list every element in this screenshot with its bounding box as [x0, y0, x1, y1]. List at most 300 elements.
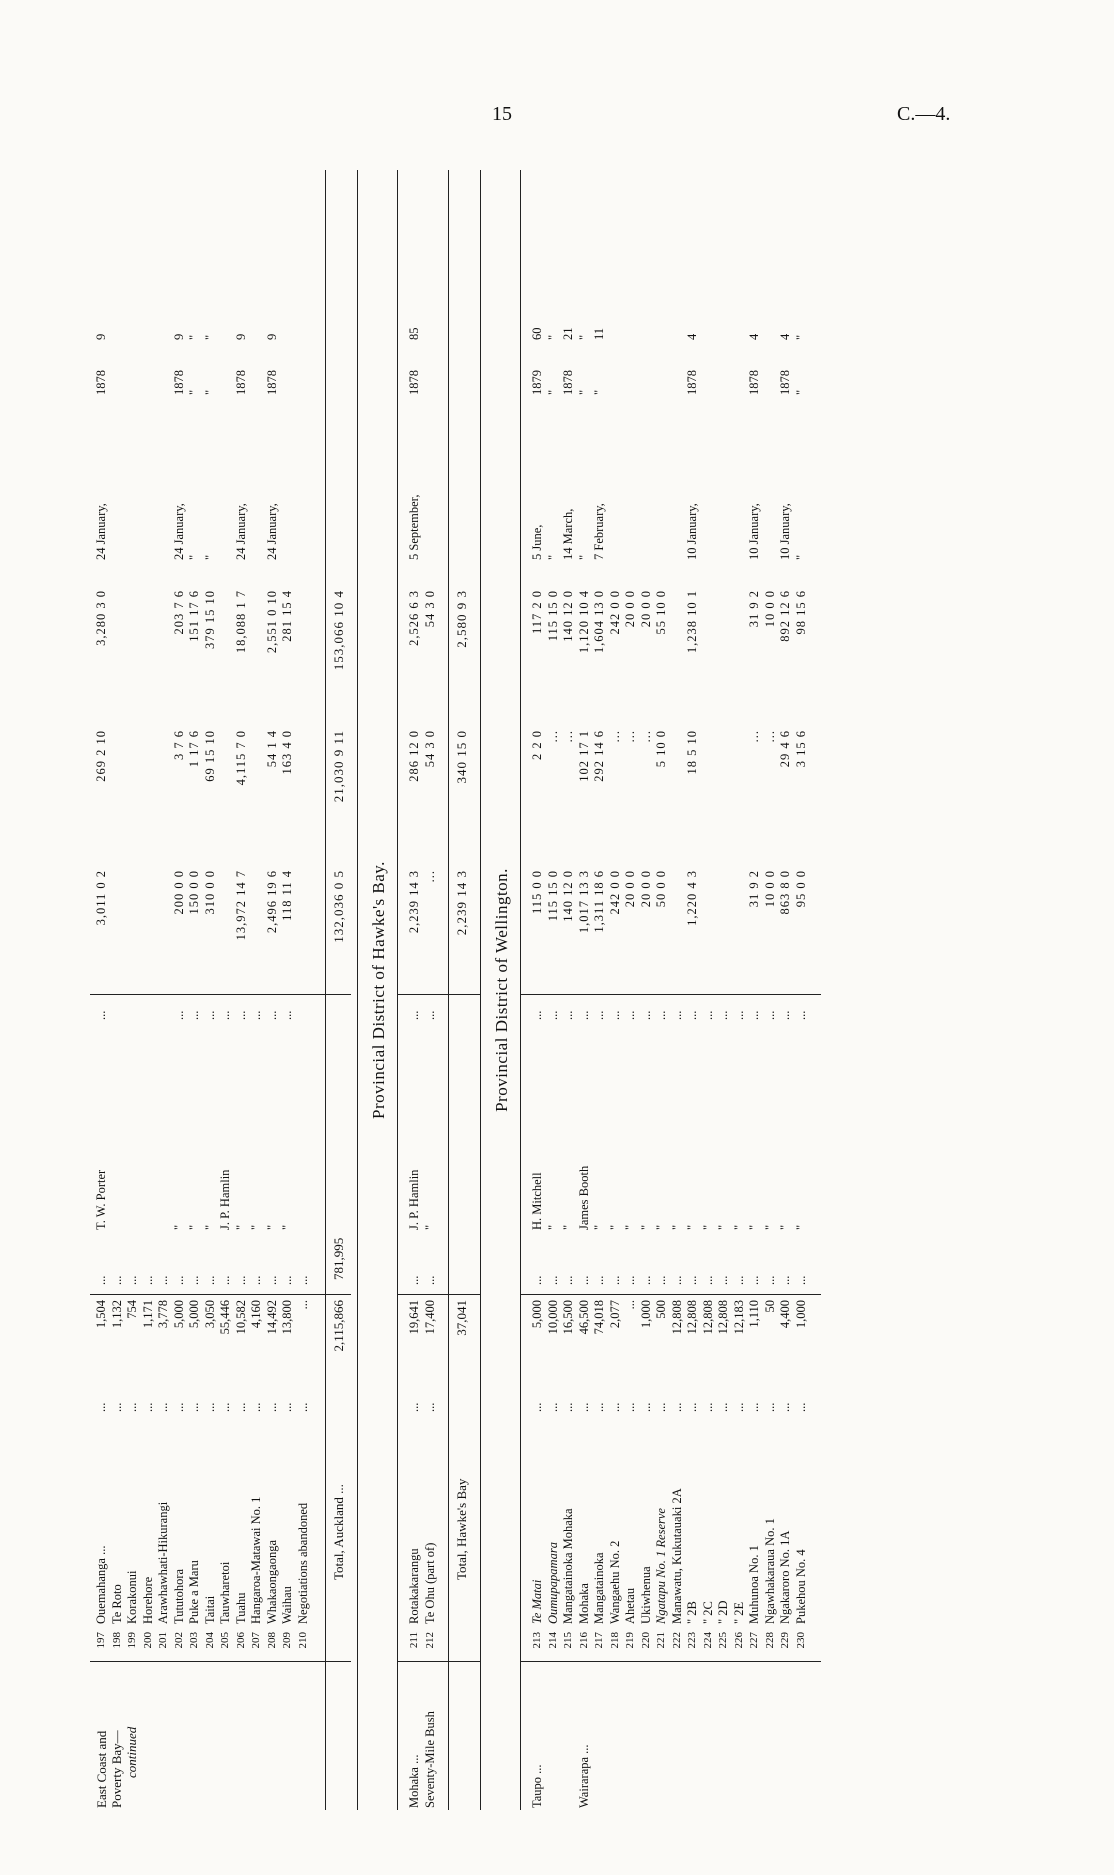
cell-area: 12,808: [700, 1300, 715, 1335]
cell-no: 211: [408, 1632, 420, 1649]
column-rule: [397, 1294, 480, 1295]
cell-m2: 54 1 4: [264, 730, 279, 768]
leader-dots: ...: [218, 1275, 232, 1285]
district-name: Wairarapa ...: [576, 1744, 591, 1808]
cell-block: Te Ohu (part of): [422, 1542, 437, 1624]
cell-m1: 13,972 14 7: [233, 870, 248, 941]
leader-dots: ...: [407, 1275, 421, 1285]
cell-area: 55,446: [218, 1300, 232, 1335]
cell-m3: 54 3 0: [422, 590, 437, 628]
cell-no: 207: [250, 1632, 262, 1649]
leader-dots: ...: [202, 1402, 217, 1412]
leader-dots: ...: [545, 1010, 560, 1020]
leader-dots: ...: [187, 1010, 201, 1020]
cell-m2: 163 4 0: [280, 730, 294, 775]
district-line: East Coast and: [94, 1730, 109, 1808]
cell-m1: 140 12 0: [561, 870, 575, 922]
cell-m1: 118 11 4: [280, 870, 294, 921]
cell-area: 4,160: [249, 1300, 263, 1329]
leader-dots: ...: [264, 1010, 279, 1020]
cell-block: Negotiations abandoned: [295, 1502, 310, 1624]
cell-m1: 3,011 0 2: [94, 870, 108, 926]
cell-no: 219: [624, 1632, 636, 1649]
leader-dots: ...: [747, 1402, 761, 1412]
leader-dots: ...: [592, 1275, 606, 1285]
cell-date: 24 January,: [264, 503, 279, 560]
total-m2: 21,030 9 11: [331, 730, 346, 803]
cell-date: ": [187, 554, 201, 560]
cell-block: Mangatainoka Mohaka: [561, 1508, 575, 1624]
cell-block: Puke a Maru: [187, 1560, 201, 1624]
leader-dots: ...: [249, 1010, 263, 1020]
cell-no: 215: [562, 1632, 574, 1649]
cell-area: 3,050: [202, 1300, 217, 1329]
leader-dots: ...: [576, 1010, 591, 1020]
cell-area: 1,000: [638, 1300, 653, 1329]
district-name: Seventy-Mile Bush: [422, 1711, 437, 1808]
total-area: 2,115,866: [331, 1300, 346, 1352]
cell-year: ": [793, 389, 808, 395]
table-row: [747, 170, 762, 1810]
cell-person: ": [187, 1224, 201, 1230]
cell-area: 3,778: [156, 1300, 170, 1329]
cell-m3: 242 0 0: [607, 590, 622, 635]
cell-area: ...: [623, 1300, 637, 1310]
leader-dots: ...: [171, 1402, 186, 1412]
cell-m1: 310 0 0: [202, 870, 217, 915]
table-row: [172, 170, 187, 1810]
cell-person: T. W. Porter: [94, 1169, 108, 1230]
leader-dots: ...: [202, 1010, 217, 1020]
cell-no2: 9: [264, 333, 279, 340]
cell-year: 1878: [94, 370, 108, 395]
cell-m1: 1,220 4 3: [685, 870, 699, 926]
cell-m1: 20 0 0: [623, 870, 637, 908]
cell-area: 12,808: [716, 1300, 730, 1335]
cell-no: 212: [423, 1632, 436, 1649]
leader-dots: ...: [685, 1010, 699, 1020]
leader-dots: ...: [731, 1402, 746, 1412]
cell-date: 14 March,: [561, 508, 575, 560]
cell-no: 213: [531, 1632, 543, 1649]
cell-date: 5 September,: [407, 494, 421, 560]
cell-m3: 115 15 0: [545, 590, 560, 642]
leader-dots: ...: [125, 1275, 139, 1285]
cell-no2: 21: [561, 327, 575, 340]
total-area: 37,041: [454, 1300, 469, 1336]
column-rule: [90, 1294, 351, 1295]
cell-person: ": [545, 1224, 560, 1230]
cell-block: Te Roto: [109, 1584, 124, 1624]
cell-person: ": [592, 1224, 606, 1230]
cell-m3: 379 15 10: [202, 590, 217, 649]
cell-m3: 1,604 13 0: [592, 590, 606, 654]
cell-block: Ngawhakaraua No. 1: [762, 1518, 777, 1624]
leader-dots: ...: [623, 1402, 637, 1412]
leader-dots: ...: [422, 1275, 437, 1285]
leader-dots: ...: [94, 1275, 108, 1285]
cell-block: " 2E: [731, 1601, 746, 1624]
cell-person: ": [669, 1224, 684, 1230]
cell-no: 201: [157, 1632, 169, 1649]
cell-area: 500: [654, 1300, 668, 1319]
cell-m2: ...: [638, 730, 653, 743]
cell-block: Muhunoa No. 1: [747, 1545, 761, 1624]
leader-dots: ...: [716, 1275, 730, 1285]
leader-dots: ...: [747, 1275, 761, 1285]
table-row: [623, 170, 638, 1810]
cell-no: 217: [593, 1632, 605, 1649]
cell-person: ": [778, 1224, 792, 1230]
cell-date: 24 January,: [233, 503, 248, 560]
cell-year: 1878: [685, 370, 699, 395]
table-row: [280, 170, 295, 1810]
cell-date: 24 January,: [171, 503, 186, 560]
cell-date: 10 January,: [685, 503, 699, 560]
section-rule: [357, 170, 358, 1810]
cell-year: 1878: [171, 370, 186, 395]
table-row: [110, 170, 125, 1810]
cell-m1: 200 0 0: [171, 870, 186, 915]
table-row: [685, 170, 700, 1810]
leader-dots: ...: [140, 1402, 155, 1412]
table-row: [546, 170, 561, 1810]
cell-no2: 4: [778, 333, 792, 340]
cell-no2: 9: [171, 333, 186, 340]
total-m3: 2,580 9 3: [454, 590, 469, 648]
table-row: [218, 170, 233, 1810]
cell-m3: 1,238 10 1: [685, 590, 699, 654]
cell-area: 1,504: [94, 1300, 108, 1329]
cell-person: ": [700, 1224, 715, 1230]
leader-dots: ...: [685, 1402, 699, 1412]
cell-block: Ahetau: [623, 1587, 637, 1624]
cell-area: ...: [295, 1300, 310, 1310]
total-m1: 2,239 14 3: [454, 870, 469, 936]
cell-person: ": [233, 1224, 248, 1230]
cell-block: Waihau: [280, 1586, 294, 1624]
cell-date: 5 June,: [530, 524, 544, 560]
cell-person: ": [607, 1224, 622, 1230]
leader-dots: ...: [778, 1402, 792, 1412]
leader-dots: ...: [218, 1010, 232, 1020]
leader-dots: ...: [140, 1275, 155, 1285]
leader-dots: ...: [607, 1275, 622, 1285]
cell-m1: 2,239 14 3: [407, 870, 421, 934]
cell-no2: 4: [685, 333, 699, 340]
table-row: [732, 170, 747, 1810]
leader-dots: ...: [638, 1275, 653, 1285]
leader-dots: ...: [623, 1275, 637, 1285]
district-line: continued: [124, 1726, 139, 1778]
cell-area: 10,582: [233, 1300, 248, 1335]
cell-no: 220: [639, 1632, 652, 1649]
leader-dots: ...: [295, 1402, 310, 1412]
cell-year: ": [545, 389, 560, 395]
cell-no: 229: [779, 1632, 791, 1649]
cell-m2: 5 10 0: [654, 730, 668, 768]
cell-year: 1879: [530, 370, 544, 395]
table-row: [577, 170, 592, 1810]
cell-no: 225: [717, 1632, 729, 1649]
cell-m3: 203 7 6: [171, 590, 186, 635]
cell-area: 17,400: [422, 1300, 437, 1335]
leader-dots: ...: [218, 1402, 232, 1412]
leader-dots: ...: [762, 1010, 777, 1020]
cell-m3: 2,526 6 3: [407, 590, 421, 646]
cell-date: ": [202, 554, 217, 560]
leader-dots: ...: [422, 1402, 437, 1412]
leader-dots: ...: [793, 1010, 808, 1020]
cell-person: J. P. Hamlin: [407, 1169, 421, 1230]
cell-m1: 20 0 0: [638, 870, 653, 908]
cell-m1: 150 0 0: [187, 870, 201, 915]
cell-no: 199: [126, 1632, 138, 1649]
cell-block: Tututohora: [171, 1568, 186, 1624]
cell-person: ": [249, 1224, 263, 1230]
cell-m2: 286 12 0: [407, 730, 421, 782]
cell-m2: 18 5 10: [685, 730, 699, 775]
cell-m3: 281 15 4: [280, 590, 294, 642]
column-rule: [520, 994, 821, 995]
cell-block: Tauwharetoi: [218, 1561, 232, 1624]
cell-no2: 9: [233, 333, 248, 340]
cell-m3: 3,280 3 0: [94, 590, 108, 646]
leader-dots: ...: [94, 1402, 108, 1412]
cell-year: 1878: [407, 370, 421, 395]
cell-person: ": [171, 1224, 186, 1230]
cell-block: Mangatainoka: [592, 1552, 606, 1624]
cell-m2: 3 15 6: [793, 730, 808, 768]
district-line: Poverty Bay—: [109, 1730, 124, 1808]
leader-dots: ...: [669, 1010, 684, 1020]
cell-no: 223: [686, 1632, 698, 1649]
cell-no: 228: [763, 1632, 776, 1649]
cell-block: Ngakaroro No. 1A: [778, 1530, 792, 1624]
cell-person: H. Mitchell: [530, 1172, 544, 1230]
cell-no: 218: [608, 1632, 621, 1649]
cell-no2: 11: [592, 327, 606, 340]
cell-no2: ": [793, 334, 808, 340]
cell-year: 1878: [233, 370, 248, 395]
leader-dots: ...: [280, 1402, 294, 1412]
cell-no2: ": [187, 334, 201, 340]
table-row: [423, 170, 438, 1810]
cell-area: 74,018: [592, 1300, 606, 1335]
cell-date: 10 January,: [778, 503, 792, 560]
leader-dots: ...: [592, 1010, 606, 1020]
leader-dots: ...: [654, 1010, 668, 1020]
cell-m2: ...: [545, 730, 560, 743]
cell-block: " 2B: [685, 1601, 699, 1624]
cell-m2: 29 4 6: [778, 730, 792, 768]
cell-person: ": [422, 1224, 437, 1230]
leader-dots: ...: [280, 1275, 294, 1285]
cell-m2: 3 7 6: [171, 730, 186, 760]
cell-block: Ouemahanga ...: [94, 1545, 108, 1624]
cell-person: ": [747, 1224, 761, 1230]
cell-m2: 2 2 0: [530, 730, 544, 760]
leader-dots: ...: [700, 1275, 715, 1285]
leader-dots: ...: [94, 1010, 108, 1020]
cell-m1: 95 0 0: [793, 870, 808, 908]
cell-m1: 115 15 0: [545, 870, 560, 922]
cell-block: Korakonui: [125, 1570, 139, 1624]
leader-dots: ...: [716, 1402, 730, 1412]
leader-dots: ...: [592, 1402, 606, 1412]
cell-year: ": [202, 389, 217, 395]
cell-block: " 2D: [716, 1600, 730, 1624]
table-row: [156, 170, 171, 1810]
table-row: [94, 170, 109, 1810]
cell-year: 1878: [778, 370, 792, 395]
column-rule: [397, 994, 480, 995]
cell-area: 2,077: [607, 1300, 622, 1329]
cell-area: 12,808: [669, 1300, 684, 1335]
cell-no: 203: [188, 1632, 200, 1649]
cell-person: J. P. Hamlin: [218, 1169, 232, 1230]
leader-dots: ...: [187, 1402, 201, 1412]
leader-dots: ...: [778, 1010, 792, 1020]
leader-dots: ...: [669, 1275, 684, 1285]
cell-area: 754: [125, 1300, 139, 1319]
table-row: [592, 170, 607, 1810]
leader-dots: ...: [156, 1402, 170, 1412]
cell-area: 12,183: [731, 1300, 746, 1335]
table-row: [778, 170, 793, 1810]
cell-no: 226: [732, 1632, 745, 1649]
table-row: [265, 170, 280, 1810]
cell-no: 205: [219, 1632, 231, 1649]
cell-m1: ...: [422, 870, 437, 883]
leader-dots: ...: [407, 1010, 421, 1020]
table-row: [670, 170, 685, 1810]
cell-year: ": [187, 389, 201, 395]
cell-m1: 10 0 0: [762, 870, 777, 908]
leader-dots: ...: [530, 1010, 544, 1020]
cell-no2: ": [576, 334, 591, 340]
cell-area: 16,500: [561, 1300, 575, 1335]
cell-person: James Booth: [576, 1165, 591, 1230]
cell-block: Horehore: [140, 1576, 155, 1624]
total-m1: 132,036 0 5: [331, 870, 346, 943]
table-row: [125, 170, 140, 1810]
leader-dots: ...: [638, 1402, 653, 1412]
leader-dots: ...: [109, 1275, 124, 1285]
total-row: [454, 170, 469, 1810]
leader-dots: ...: [109, 1402, 124, 1412]
leader-dots: ...: [700, 1402, 715, 1412]
cell-m2: 1 17 6: [187, 730, 201, 768]
table-row: [296, 170, 311, 1810]
cell-person: ": [623, 1224, 637, 1230]
leader-dots: ...: [171, 1275, 186, 1285]
cell-block: Pukehou No. 4: [793, 1549, 808, 1624]
cell-m2: 102 17 1: [576, 730, 591, 782]
leader-dots: ...: [280, 1010, 294, 1020]
cell-year: 1878: [264, 370, 279, 395]
cell-date: ": [545, 554, 560, 560]
leader-dots: ...: [187, 1275, 201, 1285]
cell-no: 216: [577, 1632, 590, 1649]
cell-m2: 269 2 10: [94, 730, 108, 782]
table-row: [407, 170, 422, 1810]
cell-m2: ...: [747, 730, 761, 743]
cell-m2: ...: [607, 730, 622, 743]
table-row: [639, 170, 654, 1810]
table-row: [141, 170, 156, 1810]
cell-no: 209: [281, 1632, 293, 1649]
cell-no: 202: [172, 1632, 185, 1649]
leader-dots: ...: [793, 1275, 808, 1285]
cell-person: ": [638, 1224, 653, 1230]
leader-dots: ...: [545, 1402, 560, 1412]
cell-no: 224: [701, 1632, 714, 1649]
section-head-rule: [520, 170, 521, 1810]
table-row: [701, 170, 716, 1810]
leader-dots: ...: [623, 1010, 637, 1020]
table-row: [187, 170, 202, 1810]
cell-m3: 117 2 0: [530, 590, 544, 635]
cell-area: 10,000: [545, 1300, 560, 1335]
cell-m3: 2,551 0 10: [264, 590, 279, 654]
leader-dots: ...: [747, 1010, 761, 1020]
cell-m3: 892 12 6: [778, 590, 792, 642]
total-row: [331, 170, 346, 1810]
leader-dots: ...: [778, 1275, 792, 1285]
cell-person: ": [685, 1224, 699, 1230]
cell-m1: 115 0 0: [530, 870, 544, 915]
cell-m1: 242 0 0: [607, 870, 622, 915]
total-label: Total, Hawke's Bay: [454, 1478, 469, 1580]
leader-dots: ...: [700, 1010, 715, 1020]
cell-m1: 2,496 19 6: [264, 870, 279, 934]
leader-dots: ...: [561, 1402, 575, 1412]
leader-dots: ...: [171, 1010, 186, 1020]
cell-no: 206: [234, 1632, 247, 1649]
cell-m2: ...: [623, 730, 637, 743]
cell-area: 1,171: [140, 1300, 155, 1329]
leader-dots: ...: [654, 1275, 668, 1285]
cell-m3: 140 12 0: [561, 590, 575, 642]
section-head-rule: [397, 170, 398, 1810]
leader-dots: ...: [233, 1010, 248, 1020]
rotated-table: [90, 170, 1000, 1810]
leader-dots: ...: [233, 1402, 248, 1412]
section-heading: Provincial District of Hawke's Bay.: [369, 861, 388, 1119]
leader-dots: ...: [264, 1402, 279, 1412]
cell-person: ": [762, 1224, 777, 1230]
cell-no: 197: [95, 1632, 107, 1649]
leader-dots: ...: [685, 1275, 699, 1285]
leader-dots: ...: [249, 1402, 263, 1412]
cell-date: ": [793, 554, 808, 560]
cell-no: 221: [655, 1632, 667, 1649]
district-name: Taupo ...: [530, 1764, 544, 1808]
cell-m2: 4,115 7 0: [233, 730, 248, 786]
leader-dots: ...: [607, 1402, 622, 1412]
cell-m1: 1,311 18 6: [592, 870, 606, 933]
cell-area: 14,492: [264, 1300, 279, 1335]
leader-dots: ...: [202, 1275, 217, 1285]
table-row: [530, 170, 545, 1810]
table-row: [234, 170, 249, 1810]
cell-m3: 10 0 0: [762, 590, 777, 628]
cell-block: Arawhawhati-Hikurangi: [156, 1501, 170, 1624]
leader-dots: ...: [545, 1275, 560, 1285]
leader-dots: ...: [422, 1010, 437, 1020]
leader-dots: ...: [793, 1402, 808, 1412]
